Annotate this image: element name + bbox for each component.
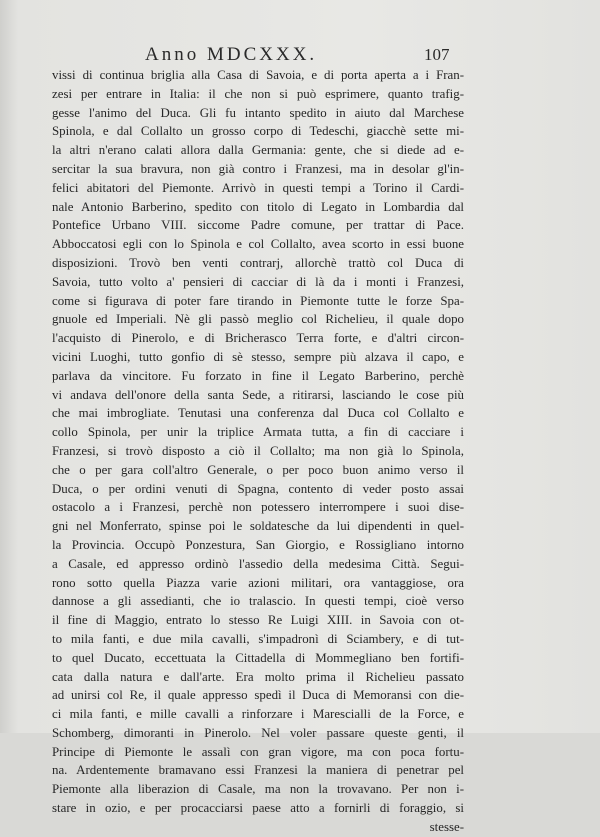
text-line: dannose a gli assedianti, che io tralascio. In questi tempi, cioè verso bbox=[52, 594, 464, 609]
text-line: felici abitatori del Piemonte. Arrivò in questi tempi a Torino il Cardi- bbox=[52, 180, 464, 195]
text-line: ostacolo a i Franzesi, perchè non potessero interrompere i suoi dise- bbox=[52, 500, 464, 515]
text-line: Savoia, tutto volto a' pensieri di cacciar di là da i monti i Franzesi, bbox=[52, 274, 464, 289]
text-line: gnuole ed Imperiali. Nè gli passò meglio col Richelieu, il quale dopo bbox=[52, 312, 464, 327]
text-line: vicini Luoghi, tutto gonfio di sè stesso, sempre più alzava il capo, e bbox=[52, 349, 464, 364]
text-line: stesse- bbox=[429, 819, 464, 834]
text-line: ci mila fanti, e mille cavalli a rinforzare i Marescialli de la Force, e bbox=[52, 707, 464, 722]
text-line: come si figurava di poter fare tirando in Piemonte tutte le forze Spa- bbox=[52, 293, 464, 308]
text-line: collo Spinola, per unir la triplice Armata tutta, a fin di cacciare i bbox=[52, 425, 464, 440]
text-line: disposizioni. Trovò ben venti contrarj, allorchè trattò col Duca di bbox=[52, 255, 464, 270]
text-line: Schomberg, dimoranti in Pinerolo. Nel voler passare queste genti, il bbox=[52, 725, 464, 740]
text-line: to mila fanti, e due mila cavalli, s'impadronì di Sciambery, e di tut- bbox=[52, 631, 464, 646]
page-header bbox=[0, 44, 600, 68]
text-line: na. Ardentemente bramavano essi Franzesi la maniera di penetrar pel bbox=[52, 763, 464, 778]
text-line: l'acquisto di Pinerolo, e di Bricherasco Terra forte, e d'altri circon- bbox=[52, 331, 464, 346]
text-line: che o per gara coll'altro Generale, o per poco buon animo verso il bbox=[52, 462, 464, 477]
text-line: sercitar la sua bravura, non già contro i Franzesi, ma in desolar gl'in- bbox=[52, 161, 464, 176]
text-line: cata dalla natura e dall'arte. Era molto prima il Richelieu passato bbox=[52, 669, 464, 684]
text-line: gesse l'animo del Duca. Gli fu intanto spedito in aiuto dal Marchese bbox=[52, 105, 464, 120]
text-line: Spinola, e dal Collalto un grosso corpo di Tedeschi, giacchè sette mi- bbox=[52, 124, 464, 139]
text-line: Pontefice Urbano VIII. siccome Padre comune, per trattar di Pace. bbox=[52, 218, 464, 233]
text-line: nale Antonio Barberino, spedito con titolo di Legato in Lombardia dal bbox=[52, 199, 464, 214]
text-line: to quel Ducato, eccettuata la Cittadella di Mommegliano ben fortifi- bbox=[52, 650, 464, 665]
text-line: il fine di Maggio, entrato lo stesso Re Luigi XIII. in Savoia con ot- bbox=[52, 613, 464, 628]
text-line: Principe di Piemonte le assalì con gran vigore, ma con poca fortu- bbox=[52, 744, 464, 759]
text-line: rono sotto quella Piazza varie azioni militari, ora vantaggiose, ora bbox=[52, 575, 464, 590]
running-title: Anno MDCXXX. bbox=[145, 44, 318, 65]
text-line: vi andava dell'onore della santa Sede, a ritirarsi, lasciando le cose più bbox=[52, 387, 464, 402]
text-line: vissi di continua briglia alla Casa di Savoia, e di porta aperta a i Fran- bbox=[52, 68, 464, 82]
text-line: stare in ozio, e per procacciarsi paese atto a fornirli di foraggio, si bbox=[52, 801, 464, 816]
body-text bbox=[52, 66, 464, 837]
text-line: ad unirsi col Re, il quale appresso spedì il Duca di Memoransi con die- bbox=[52, 688, 464, 703]
text-line: Franzesi, si trovò disposto a ciò il Collalto; ma non già lo Spinola, bbox=[52, 443, 464, 458]
text-line: la altri n'erano calati allora dalla Germania: gente, che si diede ad e- bbox=[52, 143, 464, 158]
text-line: gni nel Monferrato, spinse poi le soldatesche da lui dipendenti in quel- bbox=[52, 519, 464, 534]
text-line: zesi per entrare in Italia: il che non si può esprimere, quanto trafig- bbox=[52, 86, 464, 101]
text-line: parlava da vincitore. Fu forzato in fine il Legato Barberino, perchè bbox=[52, 368, 464, 383]
text-line: la Provincia. Occupò Ponzestura, San Giorgio, e Rossigliano intorno bbox=[52, 537, 464, 552]
text-line: a Casale, ed appresso ordinò l'assedio della medesima Città. Segui- bbox=[52, 556, 464, 571]
page-number: 107 bbox=[424, 45, 450, 64]
text-line: Piemonte alla liberazion di Casale, ma non la trovavano. Per non i- bbox=[52, 782, 464, 797]
text-line: che mai imbrogliate. Tenutasi una conferenza dal Duca col Collalto e bbox=[52, 406, 464, 421]
text-line: Abboccatosi egli con lo Spinola e col Collalto, avea scorto in essi buone bbox=[52, 237, 464, 252]
text-line: Duca, o per ordini venuti di Spagna, contento di veder posto assai bbox=[52, 481, 464, 496]
